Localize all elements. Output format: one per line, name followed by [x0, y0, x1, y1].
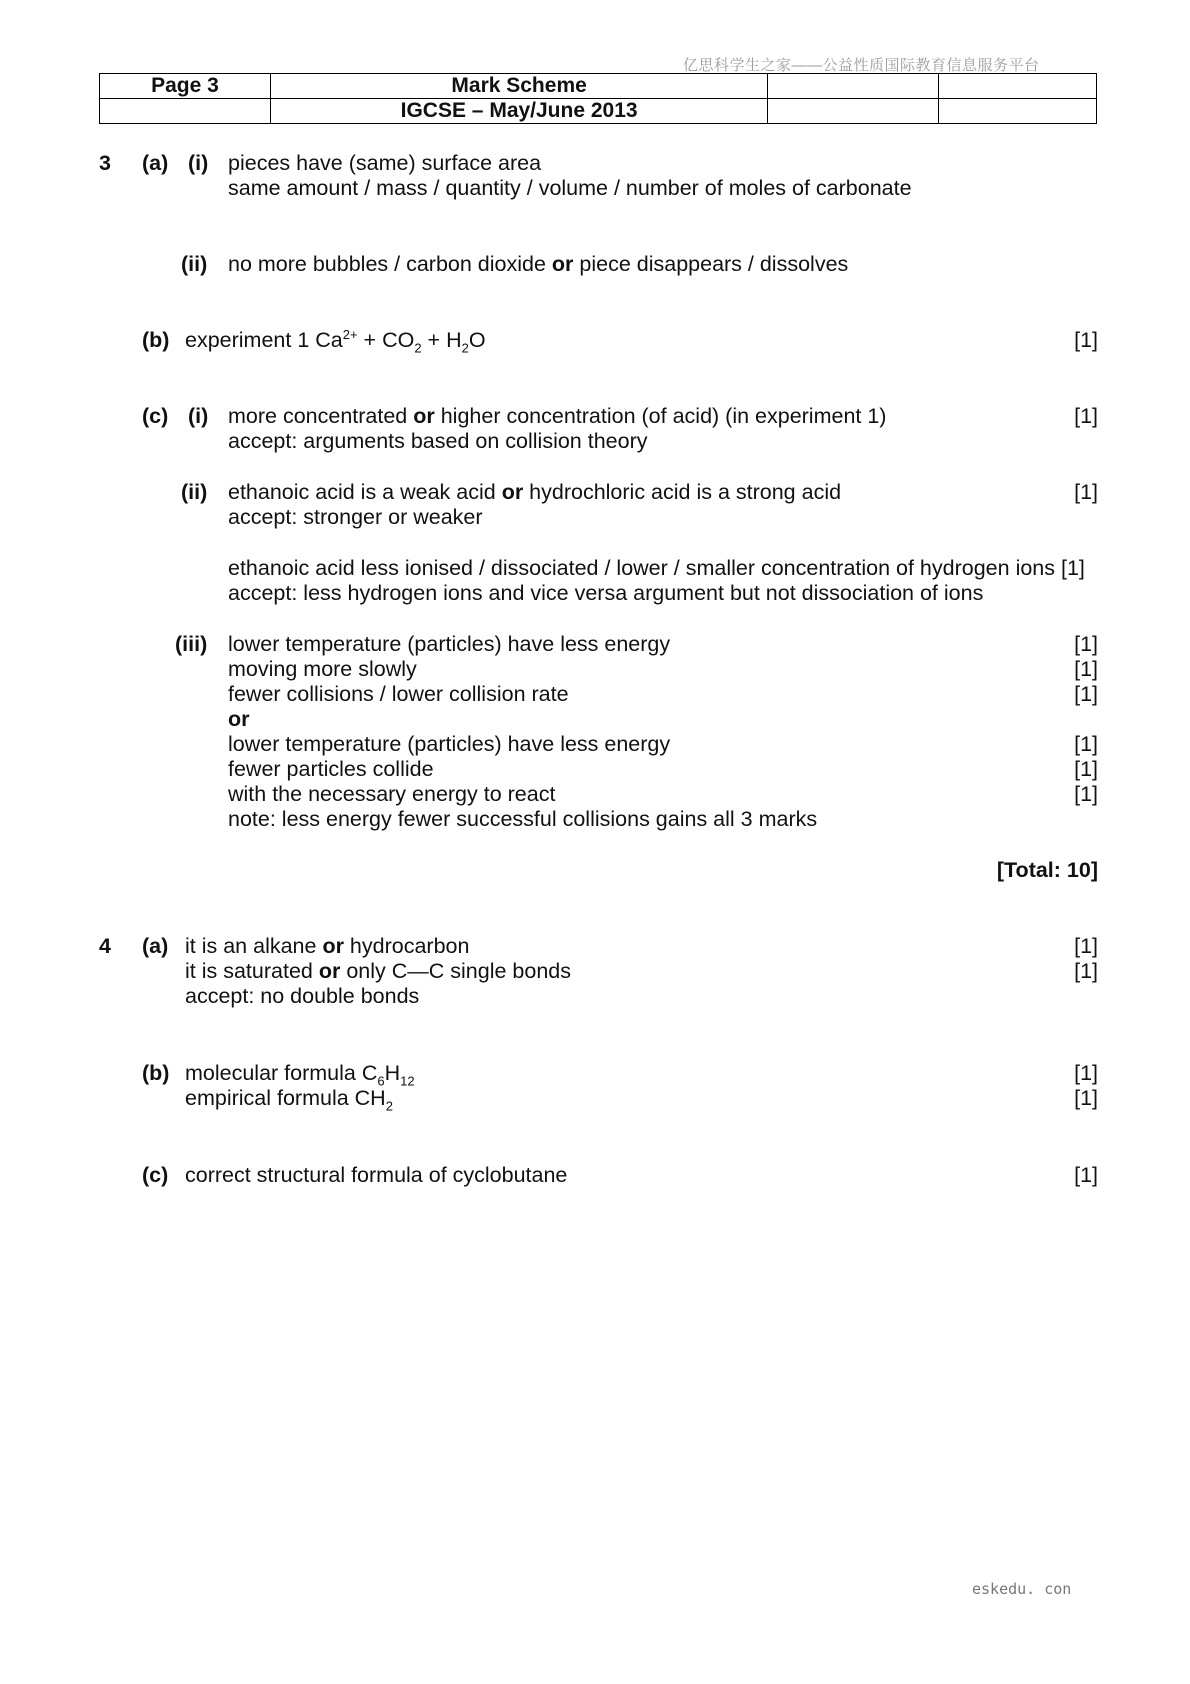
answer-line: lower temperature (particles) have less energy	[228, 632, 671, 656]
mark: [1]	[1074, 328, 1098, 352]
part-label: (c)	[142, 1163, 169, 1187]
mark: [1]	[1074, 657, 1098, 681]
or-separator: or	[228, 707, 250, 731]
mark: [1]	[1074, 1061, 1098, 1085]
mark: [1]	[1074, 732, 1098, 756]
doc-title: Mark Scheme	[270, 74, 768, 99]
mark: [1]	[1074, 934, 1098, 958]
mark: [1]	[1074, 480, 1098, 504]
accept-line: accept: less hydrogen ions and vice versa argument but not dissociation of ions	[228, 581, 984, 605]
mark: [1]	[1074, 632, 1098, 656]
part-label: (b)	[142, 1061, 170, 1085]
answer-line: fewer particles collide	[228, 757, 434, 781]
part-label: (a)	[142, 151, 169, 175]
mark: [1]	[1074, 782, 1098, 806]
subpart-label: (ii)	[181, 480, 208, 504]
answer-line: more concentrated or higher concentration (of acid) (in experiment 1)	[228, 404, 887, 428]
answer-line: it is saturated or only C—C single bonds	[185, 959, 571, 983]
footer-url: eskedu. con	[972, 1580, 1072, 1598]
header-blank-5	[939, 99, 1097, 124]
watermark: 亿思科学生之家——公益性质国际教育信息服务平台	[683, 57, 1040, 74]
part-label: (a)	[142, 934, 169, 958]
page-number: Page 3	[100, 74, 271, 99]
question-number: 4	[99, 934, 111, 958]
header-blank-1	[768, 74, 939, 99]
subpart-label: (i)	[188, 404, 209, 428]
answer-line: pieces have (same) surface area	[228, 151, 542, 175]
accept-line: accept: stronger or weaker	[228, 505, 483, 529]
question-number: 3	[99, 151, 111, 175]
answer-line: empirical formula $CH_2$	[185, 1086, 393, 1114]
mark: [1]	[1074, 959, 1098, 983]
answer-line: same amount / mass / quantity / volume / number of moles of carbonate	[228, 176, 912, 200]
header-blank-2	[939, 74, 1097, 99]
header-table	[99, 73, 1097, 124]
part-label: (c)	[142, 404, 169, 428]
subpart-label: (ii)	[181, 252, 208, 276]
note-line: note: less energy fewer successful collisions gains all 3 marks	[228, 807, 818, 831]
answer-line: no more bubbles / carbon dioxide or piece disappears / dissolves	[228, 252, 849, 276]
header-blank-4	[768, 99, 939, 124]
answer-line: experiment 1 $Ca^{2+} + CO_2 + H_2O$	[185, 326, 486, 356]
mark: [1]	[1074, 757, 1098, 781]
mark: [1]	[1074, 1163, 1098, 1187]
answer-line: ethanoic acid is a weak acid or hydrochloric acid is a strong acid	[228, 480, 842, 504]
mark: [1]	[1074, 682, 1098, 706]
answer-line: fewer collisions / lower collision rate	[228, 682, 569, 706]
accept-line: accept: no double bonds	[185, 984, 420, 1008]
total-marks: [Total: 10]	[996, 858, 1098, 882]
answer-line: with the necessary energy to react	[228, 782, 556, 806]
answer-line: correct structural formula of cyclobutane	[185, 1163, 568, 1187]
header-blank-3	[100, 99, 271, 124]
part-label: (b)	[142, 328, 170, 352]
answer-line: molecular formula $C_6H_{12}$	[185, 1061, 415, 1089]
mark: [1]	[1074, 404, 1098, 428]
answer-line: lower temperature (particles) have less energy	[228, 732, 671, 756]
answer-line: ethanoic acid less ionised / dissociated / lower / smaller concentration of hydrogen ions [1]	[228, 556, 1085, 580]
subpart-label: (i)	[188, 151, 209, 175]
answer-line: moving more slowly	[228, 657, 417, 681]
answer-line: it is an alkane or hydrocarbon	[185, 934, 470, 958]
doc-subtitle: IGCSE – May/June 2013	[270, 99, 768, 124]
accept-line: accept: arguments based on collision theory	[228, 429, 648, 453]
mark: [1]	[1074, 1086, 1098, 1110]
subpart-label: (iii)	[175, 632, 208, 656]
